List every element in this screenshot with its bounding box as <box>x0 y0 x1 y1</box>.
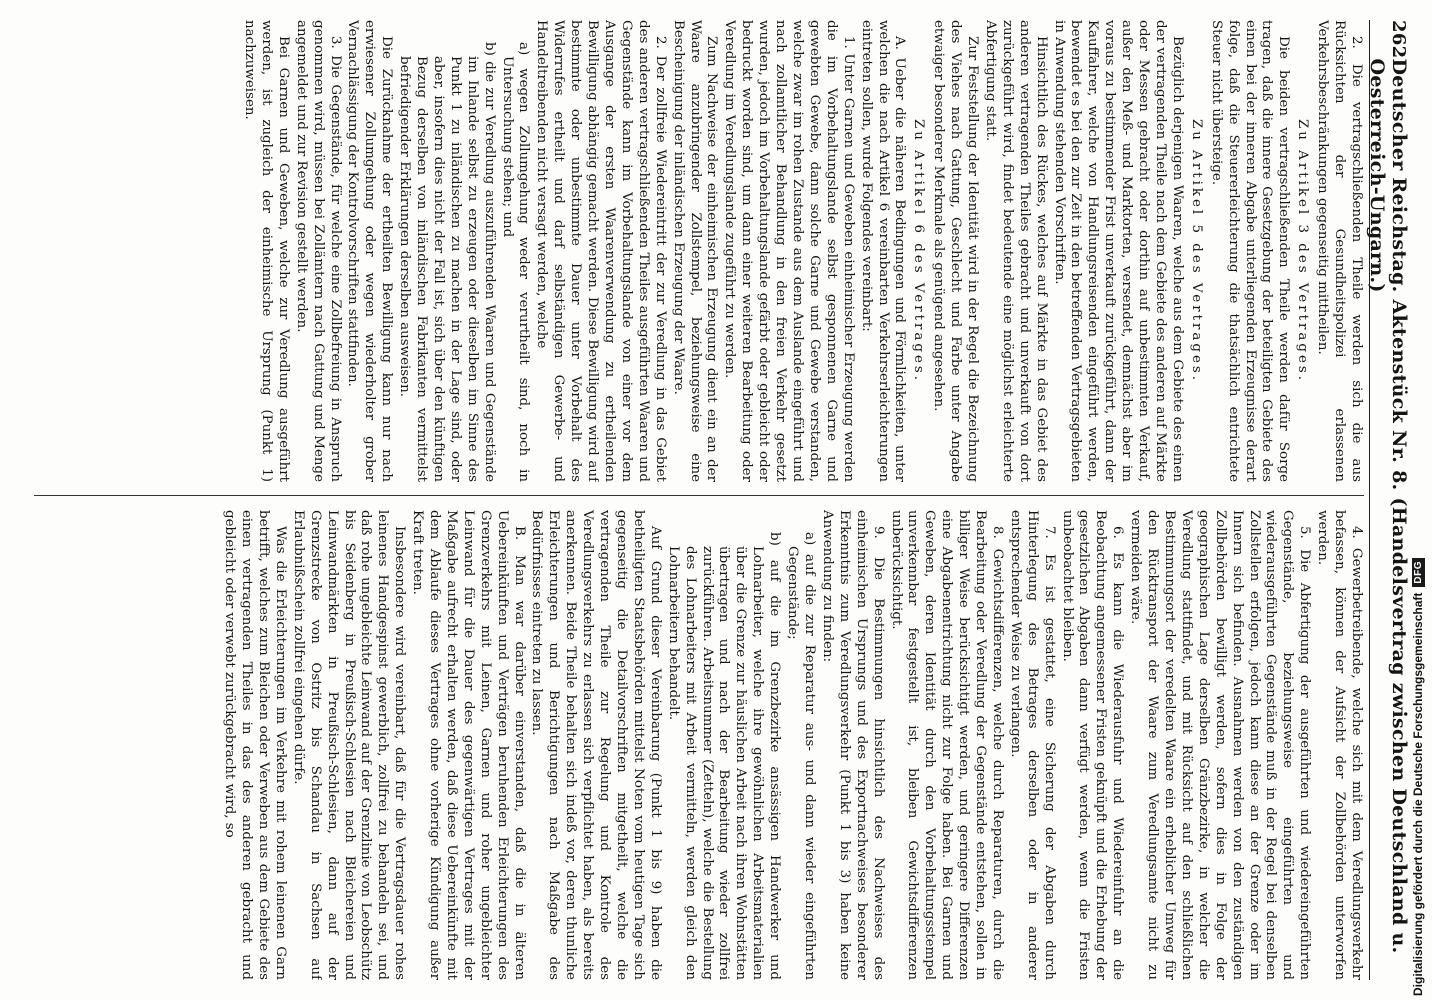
paragraph: Die beiden vertragschließenden Theile werden dafür Sorge tragen, daß die innere Gesetzgebung der beteiligten Gebiete des einen bei der inneren Abgabe unterliegenden Erzeugnisse derart folge, daß die Steuererleichterung die thatsächlich entrichtete Steuer nicht übersteige. <box>1208 20 1292 482</box>
dfg-logo: DFG <box>1412 558 1425 587</box>
paragraph: A. Ueber die näheren Bedingungen und Förmlichkeiten, unter welchen die nach Artikel 6 vereinbarten Verkehrserleichterungen eintreten sollen, wurde Folgendes vereinbart: <box>858 20 908 482</box>
paragraph: Zur Feststellung der Identität wird in der Regel die Bezeichnung des Viehes nach Gattung, Geschlecht und Farbe unter Angabe etwaiger besonderer Merkmale als genügend angesehen. <box>931 20 981 482</box>
credit-text: Digitalisierung gefördert durch die Deutsche Forschungsgemeinschaft <box>1411 592 1425 996</box>
left-column <box>34 20 1364 482</box>
paragraph: 9. Die Bestimmungen hinsichtlich des Nachweises des einheimischen Ursprungs und des Exportnachweises besonderer Erkenntnis zum Veredlungsverkehr (Punkt 1 bis 3) haben keine Anwendung zu finden: <box>819 510 886 980</box>
section-heading: Zu Artikel 3 des Vertrages. <box>1295 118 1311 384</box>
digitization-credit <box>1411 6 1425 996</box>
paragraph: 6. Es kann die Wiederausfuhr und Wiedereinfuhr an die Beobachtung angemessener Fristen geknüpft und die Erhebung der gesetzlichen Abgaben dann verfügt werden, wenn die Fristen unbeobachtet bleiben. <box>1059 510 1126 980</box>
list-item: a) auf die zur Reparatur aus- und dann wieder eingeführten Gegenstände; <box>785 532 817 980</box>
list-item: b) auf die im Grenzbezirke ansässigen Handwerker und Lohnarbeiter, welche ihre gewöhnlichen Arbeitsmaterialien über die Grenze zur häuslichen Arbeit nach ihren Wohnstätten übertragen und nach der Bearbeitung wieder zollfrei zurückführen. Arbeitsnummer (Zetteln), welche die Bestellung des Lohnarbeiters mit Arbeit vermitteln, werden gleich den Lohnarbeitern behandelt. <box>665 532 783 980</box>
page-number: 262 <box>1388 20 1409 59</box>
paragraph: Auf Grund dieser Vereinbarung (Punkt 1 bis 9) haben die betheiligten Staatsbehörden mittelst Noten vom heutigen Tage sich gegenseitig die Detailvorschriften mitgetheilt, welche die vertragenden Theile zur Regelung und Kontrole des Veredlungsverkehrs zu erlassen sich verpflichtet haben, als bereits anerkennen. Beide Theile behalten sich indeß vor, deren thunliche Erleichterungen und Berichtigungen nach Maßgabe des Bedürfnisses eintreten zu lassen. <box>529 510 663 980</box>
paragraph: Zum Nachweise der einheimischen Erzeugung dient ein an der Waare anzubringender Zollstempel, beziehungsweise eine Bescheinigung der inländischen Erzeugung der Waare. <box>670 20 720 482</box>
column-divider <box>34 495 1364 496</box>
paragraph: 4. Gewerbetreibende, welche sich mit dem Veredlungsverkehr befassen, können der Aufsicht der Zollbehörden unterworfen werden. <box>1315 510 1364 980</box>
paragraph: 1. Unter Garnen und Geweben einheimischer Erzeugung werden die im Vorbehaltungslande selbst gesponnenen Garne und gewebten Gewebe, dann solche Garne und Gewebe verstanden, welche zwar im rohen Zustande aus dem Auslande eingeführt und nach zollamtlicher Behandlung in den freien Verkehr gesetzt wurden, jedoch im Vorbehaltungslande gefärbt oder gebleicht oder bedruckt worden sind, um dann einer weiteren Bearbeitung oder Veredlung im Veredlungslande zugeführt zu werden. <box>722 20 856 482</box>
section-heading: Zu Artikel 5 des Vertrages. <box>1188 118 1204 384</box>
paragraph: B. Man war darüber einverstanden, daß die in älteren Uebereinkünften und Verträgen beruhenden Erleichterungen des Grenzverkehrs mit Leinen, Garnen und roher ungebleichter Leinwand für die Dauer des gegenwärtigen Vertrages mit der Maßgabe aufrecht erhalten werden, daß diese Uebereinkünfte mit dem Ablaufe dieses Vertrages ohne vorherige Kündigung außer Kraft treten. <box>410 510 527 980</box>
paragraph: 7. Es ist gestattet, eine Sicherung der Abgaben durch Hinterlegung des Betrages derselben oder in anderer entsprechender Weise zu verlangen. <box>1007 510 1057 980</box>
paragraph: 2. Der zollfreie Wiedereintritt der zur Veredlung in das Gebiet des anderen vertragschließenden Theiles ausgeführten Waaren und Gegenstände kann im Vorbehaltungslande von einer vor dem Ausgange der ersten Waarenverwendung zu ertheilenden Bewilligung abhängig gemacht werden. Diese Bewilligung wird auf bestimmte oder unbestimmte Dauer unter Vorbehalt des Widerrufes ertheilt und darf selbständigen Gewerbe- und Handeltreibenden nicht versagt werden, welche <box>534 20 668 482</box>
paragraph: 3. Die Gegenstände, für welche eine Zollbefreiung in Anspruch genommen wird, müssen bei Zollämtern nach Gattung und Menge angemeldet und zur Revision gestellt werden. <box>293 20 343 482</box>
paragraph: Was die Erleichterungen im Verkehre mit rohem leinenen Garn betrifft, welches zum Bleichen oder Verweben aus dem Gebiete des einen vertragenden Theiles in das des anderen gebracht und gebleicht oder verwebt zurückgebracht wird, so <box>222 510 288 980</box>
page-title: Deutscher Reichstag. Aktenstück Nr. 8. (Handelsvertrag zwischen Deutschland u. Oesterreich-Ungarn.) <box>1366 58 1410 954</box>
list-item: a) wegen Zollumgehung weder verurtheilt sind, noch in Untersuchung stehen; und <box>499 42 532 482</box>
rotated-page <box>30 20 1410 980</box>
paragraph: Insbesondere wird vereinbart, daß für die Vertragsdauer rohes leinenes Handgespinst gewerblich, zollfrei zu behandeln sei, und daß rohe ungebleichte Leinwand auf der Grenzlinie von Leobschütz bis Seidenberg in Preußisch-Schlesien nach Bleichereien und Leinwandmärkten in Preußisch-Schlesien, dann auf der Grenzstrecke von Ostritz bis Schandau in Sachsen auf Erlaubnißschein zollfrei eingehen dürfe. <box>290 510 408 980</box>
paragraph: Bei Garnen und Geweben, welche zur Veredlung ausgeführt werden, ist zugleich der einheimische Ursprung (Punkt 1) nachzuweisen. <box>242 20 291 482</box>
list-item: b) die zur Veredlung auszuführenden Waaren und Gegenstände im Inlande selbst zu erzeugen oder dieselben im Sinne des Punkt 1 zu inländischen zu machen in der Lage sind, oder aber, insofern dies nicht der Fall ist, sich über den künftigen Bezug derselben von inländischen Fabrikanten vermittelst befriedigender Erklärungen derselben ausweisen. <box>397 42 497 482</box>
section-heading: Zu Artikel 6 des Vertrages. <box>911 118 927 384</box>
paragraph: Bezüglich derjenigen Waaren, welche aus dem Gebiete des einen der vertragenden Theile nach dem Gebiete des anderen auf Märkte oder Messen gebracht oder dorthin auf unbestimmten Verkauf, außer den Meß- und Marktorten, versendet, demnächst aber im voraus zu bestimmender Frist unverkauft zurückgeführt, dann der Kauffahrer, welche von Handlungsreisenden eingeführt werden, bewendet es bei den zur Zeit in den betreffenden Vertragsgebieten in Anwendung stehenden Vorschriften. <box>1051 20 1185 482</box>
header-rule <box>1369 20 1370 980</box>
paragraph: Hinsichtlich des Rückes, welches auf Märkte in das Gebiet des anderen vertragenden Theiles gebracht und unverkauft von dort zurückgeführt wird, findet bedeutende eine möglichst erleichterte Abfertigung statt. <box>982 20 1049 482</box>
right-column <box>34 510 1364 980</box>
paragraph: 2. Die vertragschließenden Theile werden sich die aus Rücksichten der Gesundheitspolizei erlassenen Verkehrsbeschränkungen gegenseitig mittheilen. <box>1315 20 1364 482</box>
page-header <box>1366 20 1410 980</box>
paragraph: 8. Gewichtsdifferenzen, welche durch Reparaturen, durch die Bearbeitung oder Veredlung der Gegenstände entstehen, sollen in billiger Weise berücksichtigt werden, und geringere Differenzen eine Abgabenentrichtung nicht zur Folge haben. Bei Garnen und Geweben, deren Identität durch den Vorbehaltungsstempel unverkennbar festgestellt ist, bleiben Gewichtsdifferenzen unberücksichtigt. <box>888 510 1005 980</box>
paragraph: Die Zurücknahme der ertheilten Bewilligung kann nur nach erwiesener Zollumgehung oder wegen wiederholter grober Vernachlässigung der Kontrolvorschriften stattfinden. <box>345 20 395 482</box>
paragraph: 5. Die Abfertigung der ausgeführten und wiedereingeführten Gegenstände, beziehungsweise eingeführten und wiederausgeführten Gegenstände muß in der Regel bei denselben Zollstellen erfolgen, jedoch kann diese an der Grenze oder im Innern sich befinden. Ausnahmen werden von den zuständigen Zollbehörden bewilligt werden, sofern dies in Folge der geographischen Lage derselben Gränzbezirke, in welcher die Veredlung stattfindet, und mit Rücksicht auf den schließlichen Bestimmungsort der veredelten Waare ein erheblicher Umweg für den Rücktransport der Waare zum Veredlungsamte nicht zu vermeiden wäre. <box>1128 510 1313 980</box>
